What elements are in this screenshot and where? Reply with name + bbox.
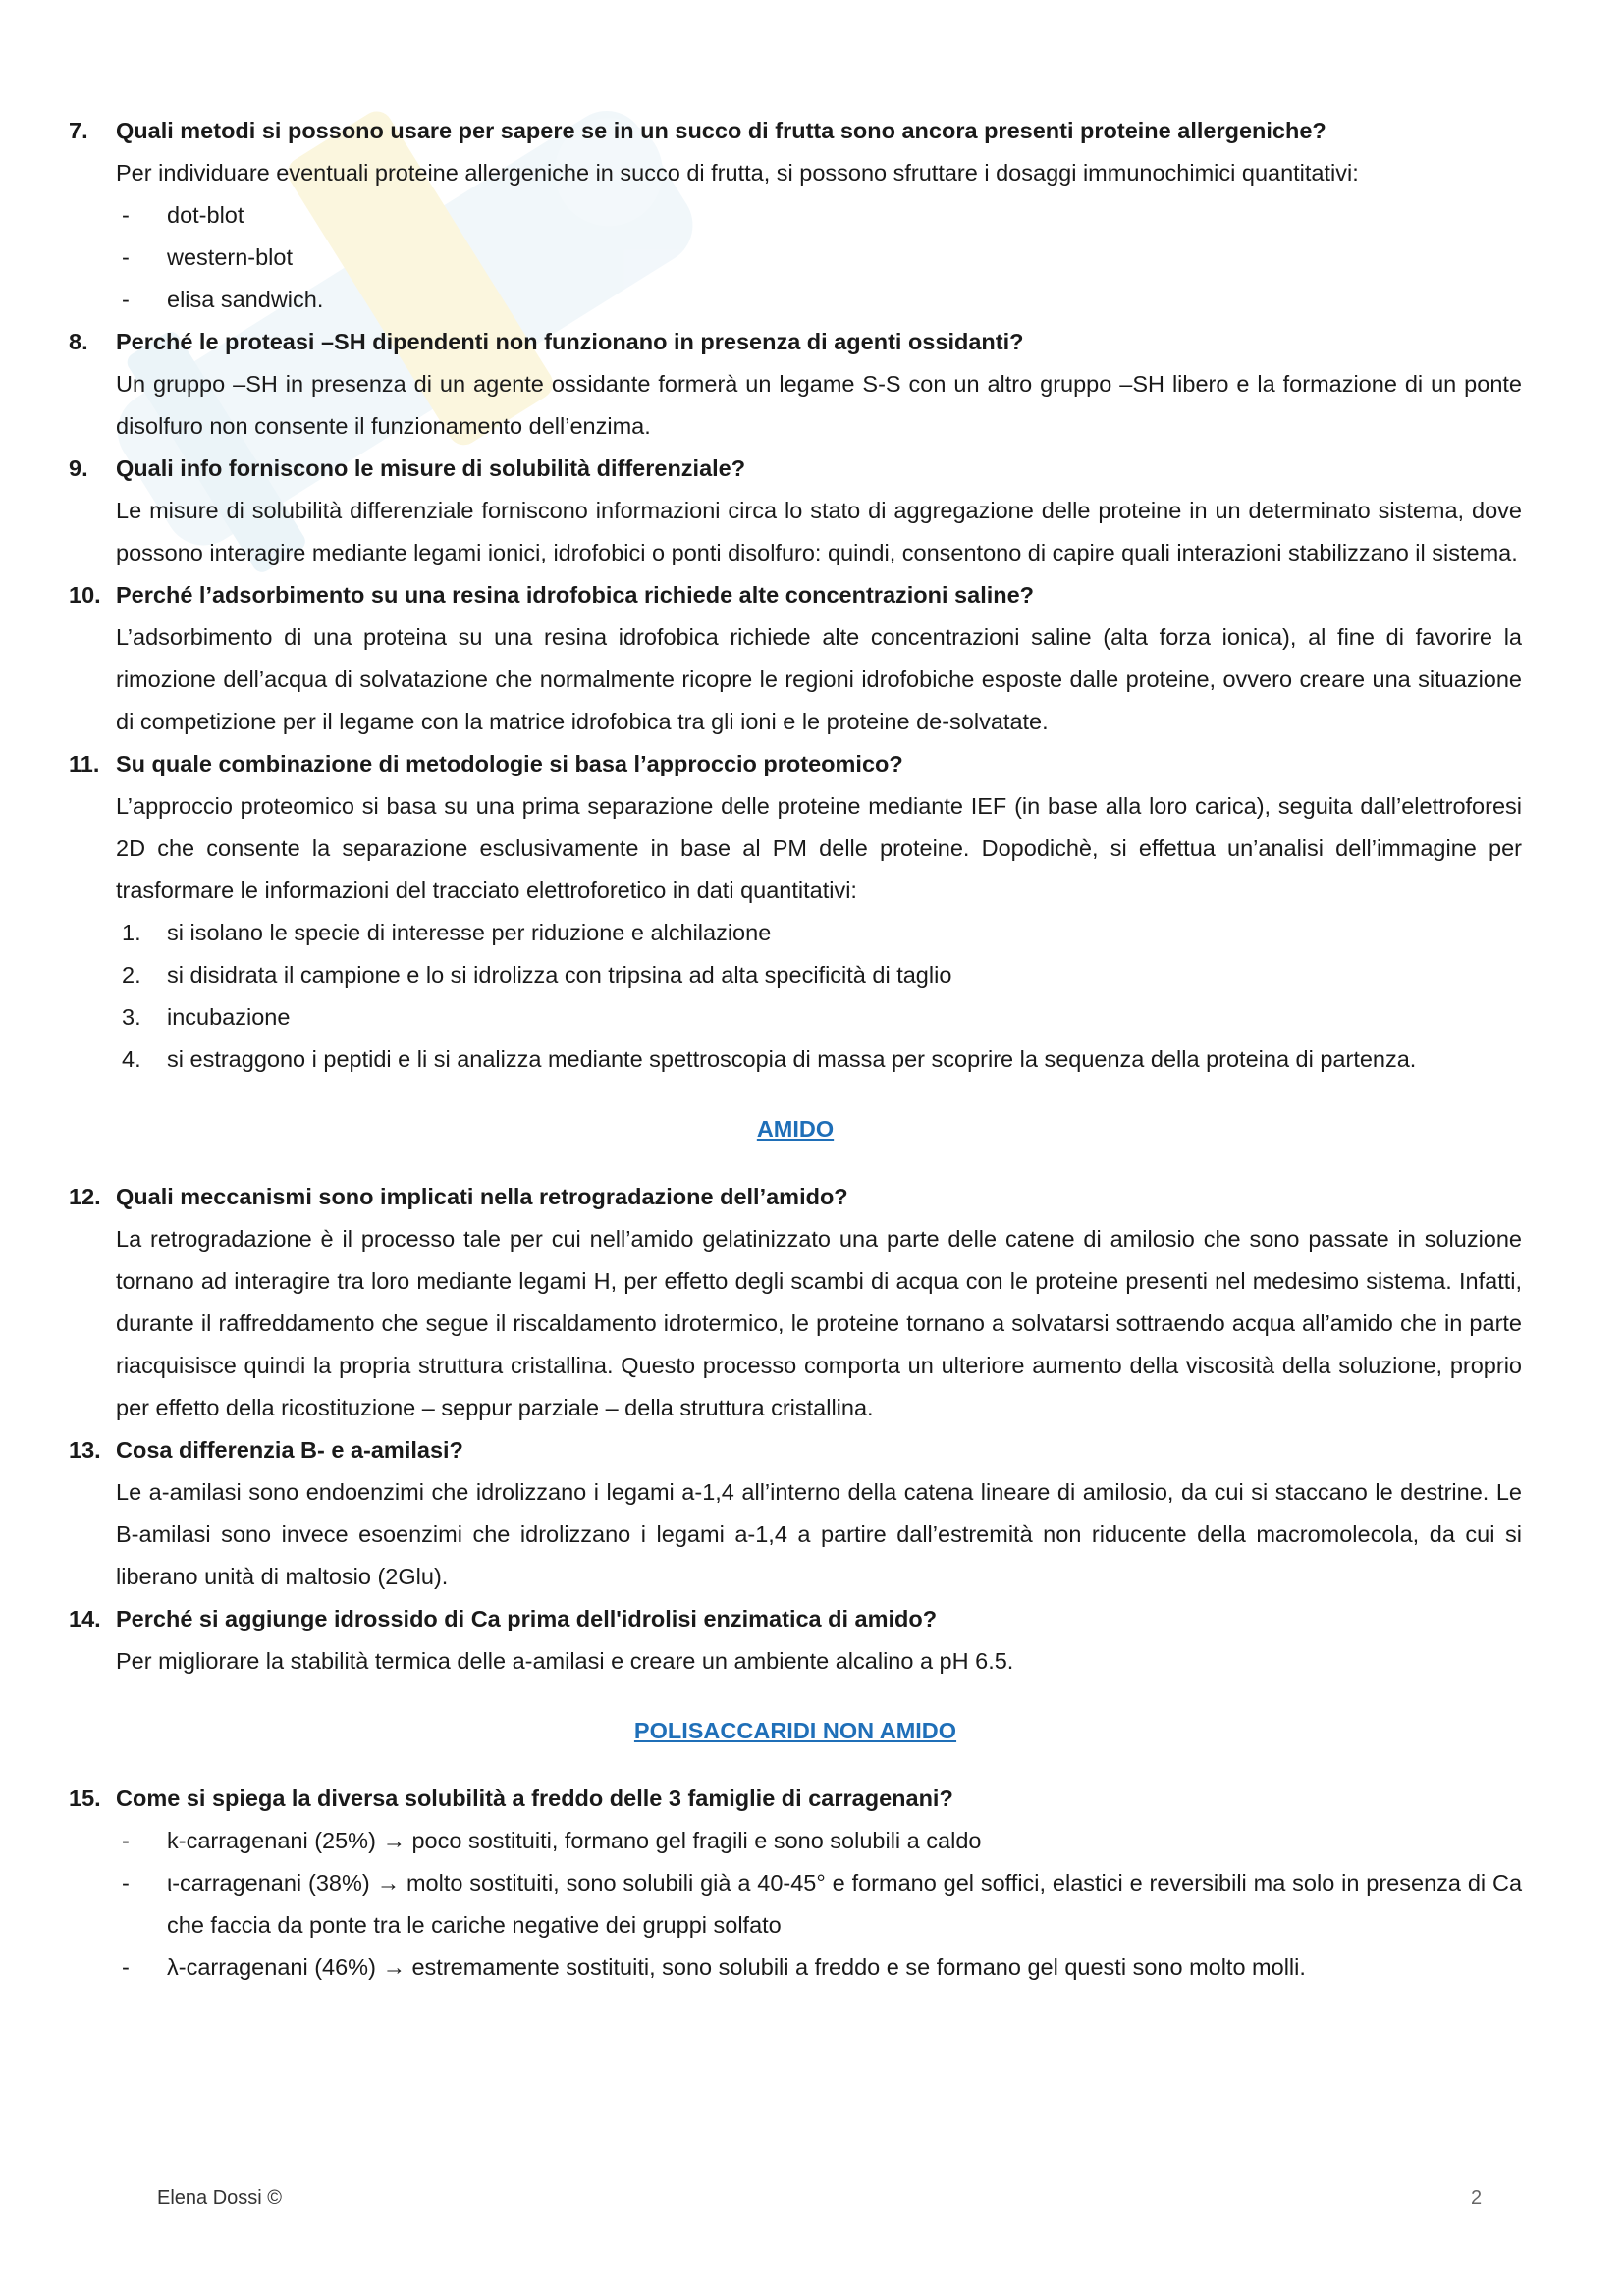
step-number: 4. bbox=[122, 1046, 141, 1072]
question-14 bbox=[69, 1598, 1522, 1640]
answer-12: La retrogradazione è il processo tale per cui nell’amido gelatinizzato una parte delle catene di amilosio che sono passate in soluzione tornano ad interagire tra loro mediante legami H, per effetto degli scambi di acqua con le proteine presenti nel medesimo sistema. Infatti, durante il raffreddamento che segue il riscaldamento idrotermico, le proteine tornano a solvatarsi sottraendo acqua all’amido che in parte riacquisisce quindi la propria struttura cristallina. Questo processo comporta un ulteriore aumento della viscosità della soluzione, proprio per effetto della ricostituzione – seppur parziale – della struttura cristallina. bbox=[116, 1226, 1522, 1420]
list-item: - elisa sandwich. bbox=[69, 279, 1522, 321]
question-text: Quali metodi si possono usare per sapere se in un succo di frutta sono ancora presenti proteine allergeniche? bbox=[116, 118, 1326, 143]
question-10 bbox=[69, 574, 1522, 616]
step-item: 3. incubazione bbox=[69, 996, 1522, 1039]
section-heading-polisaccaridi: POLISACCARIDI NON AMIDO bbox=[633, 1718, 957, 1743]
question-number: 9. bbox=[69, 455, 88, 481]
list-marker: - bbox=[122, 244, 130, 270]
question-text: Come si spiega la diversa solubilità a freddo delle 3 famiglie di carragenani? bbox=[116, 1786, 953, 1811]
answer-9: Le misure di solubilità differenziale forniscono informazioni circa lo stato di aggregazione delle proteine in un determinato sistema, dove possono interagire mediante legami ionici, idrofobici o ponti disolfuro: quindi, consentono di capire quali interazioni stabilizzano il sistema. bbox=[116, 498, 1522, 565]
answer-11: L’approccio proteomico si basa su una prima separazione delle proteine mediante IEF (in base alla loro carica), seguita dall’elettroforesi 2D che consente la separazione esclusivamente in base al PM delle proteine. Dopodichè, si effettua un’analisi dell’immagine per trasformare le informazioni del tracciato elettroforetico in dati quantitativi: bbox=[116, 793, 1522, 903]
question-number: 14. bbox=[69, 1606, 101, 1631]
question-8 bbox=[69, 321, 1522, 363]
answer-8: Un gruppo –SH in presenza di un agente ossidante formerà un legame S-S con un altro gruppo –SH libero e la formazione di un ponte disolfuro non consente il funzionamento dell’enzima. bbox=[116, 371, 1522, 439]
step-number: 2. bbox=[122, 962, 141, 988]
question-number: 12. bbox=[69, 1184, 101, 1209]
question-11 bbox=[69, 743, 1522, 785]
question-number: 11. bbox=[69, 751, 100, 776]
answer-14: Per migliorare la stabilità termica delle a-amilasi e creare un ambiente alcalino a pH 6.5. bbox=[116, 1648, 1014, 1674]
page-number: 2 bbox=[1471, 2187, 1483, 2209]
list-marker: - bbox=[122, 1870, 130, 1896]
list-marker: - bbox=[122, 1954, 130, 1980]
step-item: 1. si isolano le specie di interesse per riduzione e alchilazione bbox=[69, 912, 1522, 954]
question-number: 10. bbox=[69, 582, 101, 608]
question-text: Su quale combinazione di metodologie si basa l’approccio proteomico? bbox=[116, 751, 903, 776]
step-item: 2. si disidrata il campione e lo si idrolizza con tripsina ad alta specificità di taglio bbox=[69, 954, 1522, 996]
list-item: - dot-blot bbox=[69, 194, 1522, 237]
arrow-icon: → bbox=[382, 1828, 406, 1853]
question-text: Perché l’adsorbimento su una resina idrofobica richiede alte concentrazioni saline? bbox=[116, 582, 1035, 608]
question-number: 13. bbox=[69, 1437, 101, 1463]
step-item: 4. si estraggono i peptidi e li si analizza mediante spettroscopia di massa per scoprire la sequenza della proteina di partenza. bbox=[69, 1039, 1522, 1081]
question-number: 7. bbox=[69, 118, 88, 143]
answer-13: Le a-amilasi sono endoenzimi che idrolizzano i legami a-1,4 all’interno della catena lineare di amilosio, da cui si staccano le destrine. Le B-amilasi sono invece esoenzimi che idrolizzano i legami a-1,4 a partire dall’estremità non riducente della macromolecola, da cui si liberano unità di maltosio (2Glu). bbox=[116, 1479, 1522, 1589]
question-number: 8. bbox=[69, 329, 88, 354]
question-text: Perché si aggiunge idrossido di Ca prima dell'idrolisi enzimatica di amido? bbox=[116, 1606, 938, 1631]
section-heading-amido: AMIDO bbox=[756, 1116, 835, 1142]
list-item: - λ-carragenani (46%) → estremamente sostituiti, sono solubili a freddo e se formano gel questi sono molto molli. bbox=[69, 1947, 1522, 1989]
list-marker: - bbox=[122, 202, 130, 228]
answer-7: Per individuare eventuali proteine allergeniche in succo di frutta, si possono sfruttare i dosaggi immunochimici quantitativi: bbox=[116, 160, 1359, 186]
question-13 bbox=[69, 1429, 1522, 1471]
footer-author: Elena Dossi © bbox=[157, 2187, 283, 2209]
question-9 bbox=[69, 448, 1522, 490]
question-text: Cosa differenzia B- e a-amilasi? bbox=[116, 1437, 463, 1463]
question-text: Quali meccanismi sono implicati nella retrogradazione dell’amido? bbox=[116, 1184, 848, 1209]
question-15 bbox=[69, 1778, 1522, 1820]
arrow-icon: → bbox=[376, 1870, 401, 1896]
question-number: 15. bbox=[69, 1786, 101, 1811]
question-text: Perché le proteasi –SH dipendenti non funzionano in presenza di agenti ossidanti? bbox=[116, 329, 1024, 354]
list-marker: - bbox=[122, 287, 130, 312]
arrow-icon: → bbox=[382, 1954, 406, 1980]
step-number: 1. bbox=[122, 920, 141, 945]
question-12 bbox=[69, 1176, 1522, 1218]
list-item: - k-carragenani (25%) → poco sostituiti, formano gel fragili e sono solubili a caldo bbox=[69, 1820, 1522, 1862]
answer-10: L’adsorbimento di una proteina su una resina idrofobica richiede alte concentrazioni saline (alta forza ionica), al fine di favorire la rimozione dell’acqua di solvatazione che normalmente ricopre le regioni idrofobiche esposte dalle proteine, ovvero creare una situazione di competizione per il legame con la matrice idrofobica tra gli ioni e le proteine de-solvatate. bbox=[116, 624, 1522, 734]
question-text: Quali info forniscono le misure di solubilità differenziale? bbox=[116, 455, 746, 481]
list-item: - ι-carragenani (38%) → molto sostituiti, sono solubili già a 40-45° e formano gel soffici, elastici e reversibili ma solo in presenza di Ca che faccia da ponte tra le cariche negative dei gruppi solfato bbox=[69, 1862, 1522, 1947]
step-number: 3. bbox=[122, 1004, 141, 1030]
page-content bbox=[69, 110, 1522, 1989]
list-item: - western-blot bbox=[69, 237, 1522, 279]
list-marker: - bbox=[122, 1828, 130, 1853]
question-7 bbox=[69, 110, 1522, 152]
